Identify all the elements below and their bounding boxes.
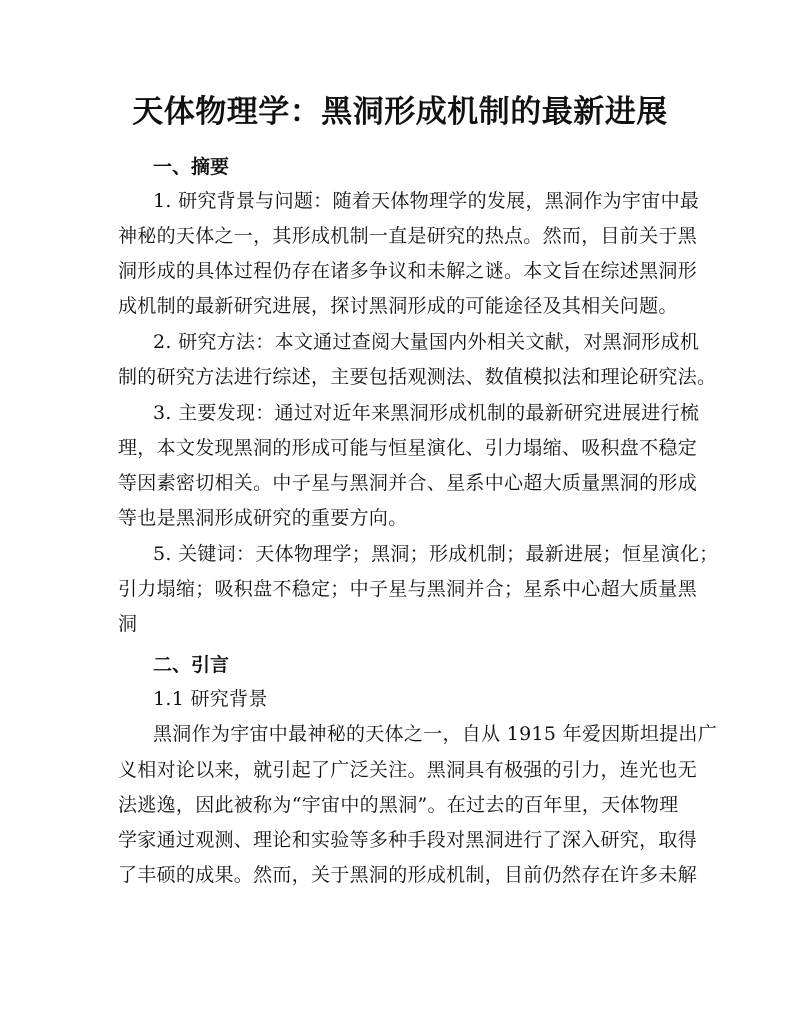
- intro-subheading: 1.1 研究背景: [153, 688, 268, 710]
- document-title: 天体物理学：黑洞形成机制的最新进展: [132, 94, 668, 130]
- abstract-item3-line3: 等因素密切相关。中子星与黑洞并合、星系中心超大质量黑洞的形成: [118, 472, 698, 494]
- abstract-item1-line2: 神秘的天体之一，其形成机制一直是研究的热点。然而，目前关于黑: [118, 225, 698, 247]
- abstract-item3-line2: 理，本文发现黑洞的形成可能与恒星演化、引力塌缩、吸积盘不稳定: [118, 437, 698, 459]
- abstract-item3-line4: 等也是黑洞形成研究的重要方向。: [118, 507, 408, 529]
- abstract-item1-line4: 成机制的最新研究进展，探讨黑洞形成的可能途径及其相关问题。: [118, 295, 678, 317]
- abstract-keywords-line1: 5. 关键词：天体物理学；黑洞；形成机制；最新进展；恒星演化；: [153, 543, 719, 565]
- intro-para-line3: 法逃逸，因此被称为“宇宙中的黑洞”。在过去的百年里，天体物理: [118, 794, 679, 816]
- intro-para-line1: 黑洞作为宇宙中最神秘的天体之一，自从 1915 年爱因斯坦提出广: [153, 723, 718, 745]
- abstract-item2-line2: 制的研究方法进行综述，主要包括观测法、数值模拟法和理论研究法。: [118, 366, 717, 388]
- intro-para-line5: 了丰硕的成果。然而，关于黑洞的形成机制，目前仍然存在许多未解: [118, 864, 698, 886]
- abstract-item3-line1: 3. 主要发现：通过对近年来黑洞形成机制的最新研究进展进行梳: [153, 402, 700, 424]
- abstract-keywords-line3: 洞: [118, 613, 138, 635]
- abstract-item1-line3: 洞形成的具体过程仍存在诸多争议和未解之谜。本文旨在综述黑洞形: [118, 260, 698, 282]
- intro-para-line4: 学家通过观测、理论和实验等多种手段对黑洞进行了深入研究，取得: [118, 829, 698, 851]
- intro-para-line2: 义相对论以来，就引起了广泛关注。黑洞具有极强的引力，连光也无: [118, 759, 698, 781]
- abstract-keywords-line2: 引力塌缩；吸积盘不稳定；中子星与黑洞并合；星系中心超大质量黑: [118, 578, 698, 600]
- intro-heading: 二、引言: [153, 654, 230, 676]
- abstract-item2-line1: 2. 研究方法：本文通过查阅大量国内外相关文献，对黑洞形成机: [153, 331, 700, 353]
- abstract-item1-line1: 1. 研究背景与问题：随着天体物理学的发展，黑洞作为宇宙中最: [153, 190, 700, 212]
- abstract-heading: 一、摘要: [153, 156, 230, 178]
